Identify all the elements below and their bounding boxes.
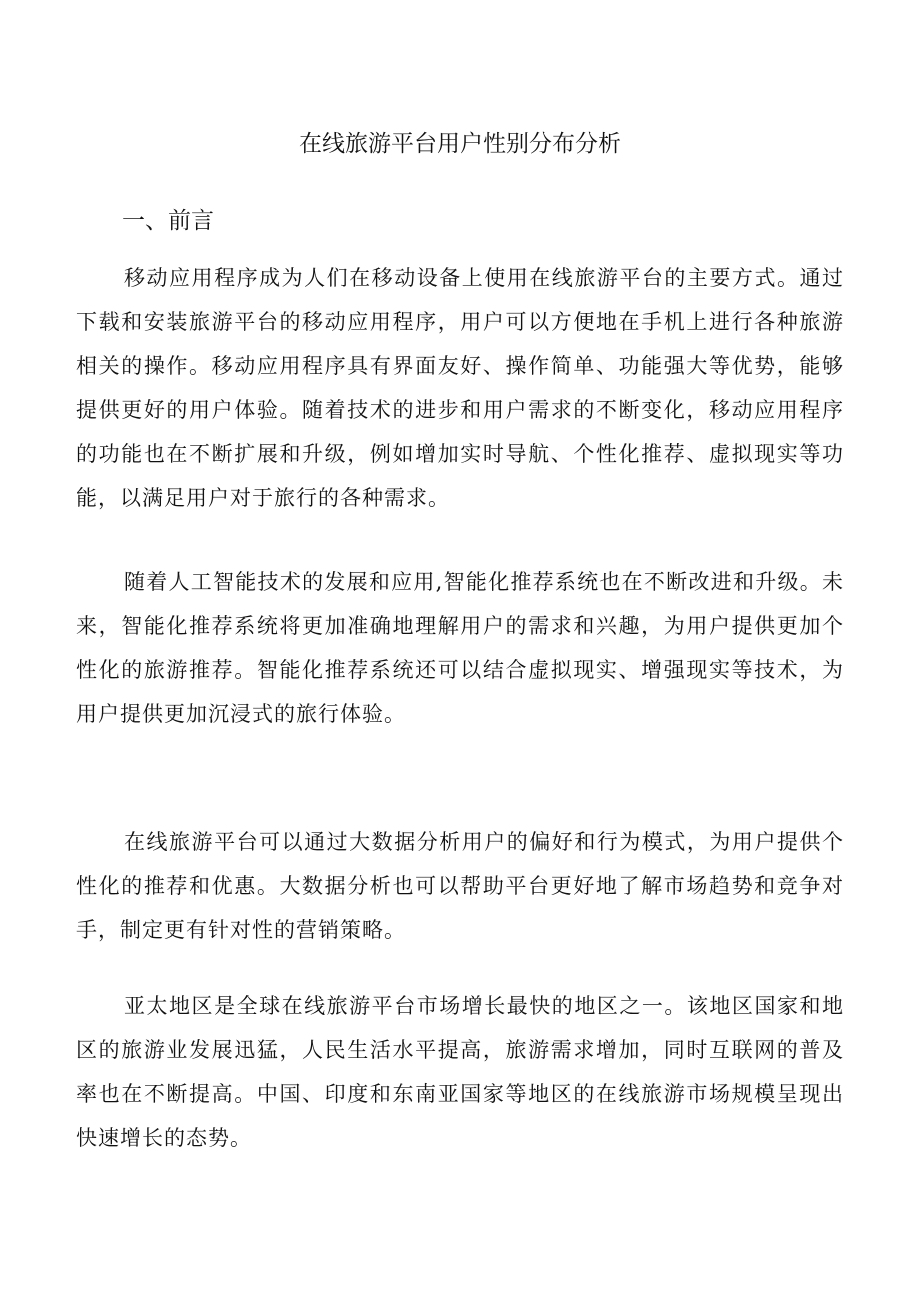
section-heading-preface: 一、前言 [122, 208, 214, 234]
paragraph-ai-recommendation: 随着人工智能技术的发展和应用,智能化推荐系统也在不断改进和升级。未来，智能化推荐系统将更加准确地理解用户的需求和兴趣，为用户提供更加个性化的旅游推荐。智能化推荐系统还可以结合虚拟现实、增强现实等技术，为用户提供更加沉浸式的旅行体验。 [76, 570, 844, 726]
paragraph-asia-pacific: 亚太地区是全球在线旅游平台市场增长最快的地区之一。该地区国家和地区的旅游业发展迅猛，人民生活水平提高，旅游需求增加，同时互联网的普及率也在不断提高。中国、印度和东南亚国家等地区的在线旅游市场规模呈现出快速增长的态势。 [76, 994, 844, 1150]
document-title: 在线旅游平台用户性别分布分析 [299, 131, 621, 157]
paragraph-mobile-apps: 移动应用程序成为人们在移动设备上使用在线旅游平台的主要方式。通过下载和安装旅游平台的移动应用程序，用户可以方便地在手机上进行各种旅游相关的操作。移动应用程序具有界面友好、操作简单、功能强大等优势，能够提供更好的用户体验。随着技术的进步和用户需求的不断变化，移动应用程序的功能也在不断扩展和升级，例如增加实时导航、个性化推荐、虚拟现实等功能，以满足用户对于旅行的各种需求。 [76, 266, 844, 510]
paragraph-big-data: 在线旅游平台可以通过大数据分析用户的偏好和行为模式，为用户提供个性化的推荐和优惠。大数据分析也可以帮助平台更好地了解市场趋势和竞争对手，制定更有针对性的营销策略。 [76, 830, 844, 942]
